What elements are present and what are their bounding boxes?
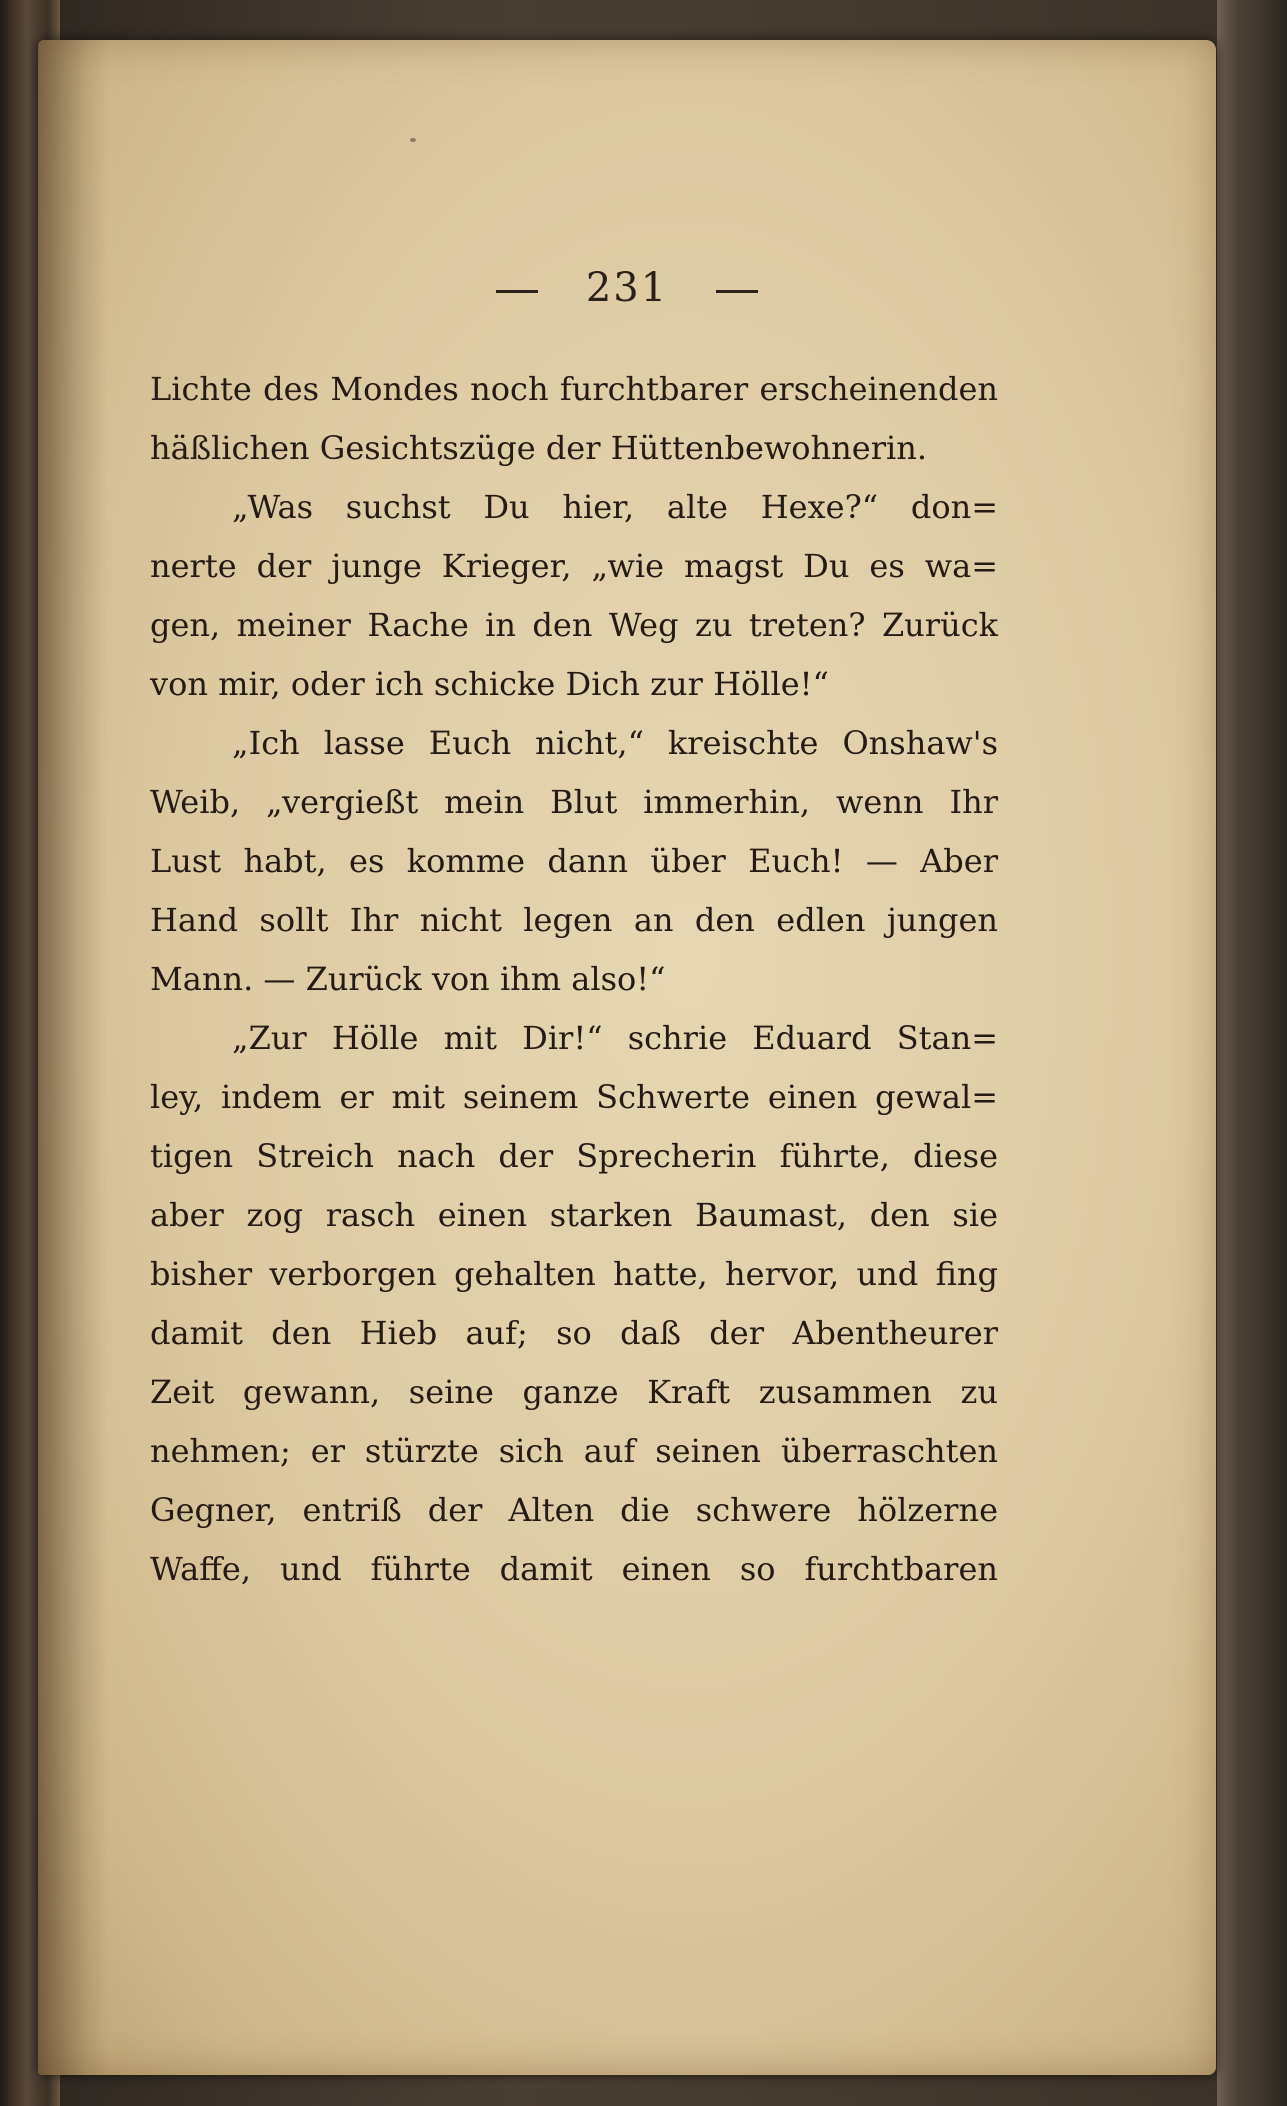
body-text <box>150 360 998 1599</box>
paper-speck <box>410 138 416 142</box>
text-line: Gegner, entriß der Alten die schwere hölzerne <box>150 1491 998 1529</box>
text-line: ley, indem er mit seinem Schwerte einen gewal= <box>150 1078 998 1116</box>
text-line: häßlichen Gesichtszüge der Hüttenbewohnerin. <box>150 429 928 467</box>
text-line: bisher verborgen gehalten hatte, hervor, und fing <box>150 1255 998 1293</box>
text-line: damit den Hieb auf; so daß der Abentheurer <box>150 1314 998 1352</box>
text-line: Zeit gewann, seine ganze Kraft zusammen zu <box>150 1373 998 1411</box>
folio-dash-right <box>716 290 758 293</box>
text-line: gen, meiner Rache in den Weg zu treten? Zurück <box>150 606 998 644</box>
folio-dash-left <box>496 290 538 293</box>
text-line: Weib, „vergießt mein Blut immerhin, wenn Ihr <box>150 783 998 821</box>
page-number <box>38 265 1216 311</box>
text-line: nerte der junge Krieger, „wie magst Du es wa= <box>150 547 998 585</box>
book-page <box>38 40 1216 2075</box>
text-line: Hand sollt Ihr nicht legen an den edlen jungen <box>150 901 998 939</box>
gutter-shadow <box>38 40 108 2075</box>
page-number-text: 231 <box>585 265 669 311</box>
text-line: Lust habt, es komme dann über Euch! — Aber <box>150 842 998 880</box>
text-line: „Zur Hölle mit Dir!“ schrie Eduard Stan= <box>232 1019 998 1057</box>
text-line: nehmen; er stürzte sich auf seinen überraschten <box>150 1432 998 1470</box>
text-line: aber zog rasch einen starken Baumast, den sie <box>150 1196 998 1234</box>
text-line: tigen Streich nach der Sprecherin führte, diese <box>150 1137 998 1175</box>
text-line: „Ich lasse Euch nicht,“ kreischte Onshaw's <box>232 724 998 762</box>
text-line: Waffe, und führte damit einen so furchtbaren <box>150 1550 998 1588</box>
text-line: „Was suchst Du hier, alte Hexe?“ don= <box>232 488 998 526</box>
text-line: Mann. — Zurück von ihm also!“ <box>150 960 666 998</box>
book-cover-edge <box>1217 0 1287 2106</box>
text-line: von mir, oder ich schicke Dich zur Hölle!“ <box>150 665 829 703</box>
text-line: Lichte des Mondes noch furchtbarer erscheinenden <box>150 370 998 408</box>
